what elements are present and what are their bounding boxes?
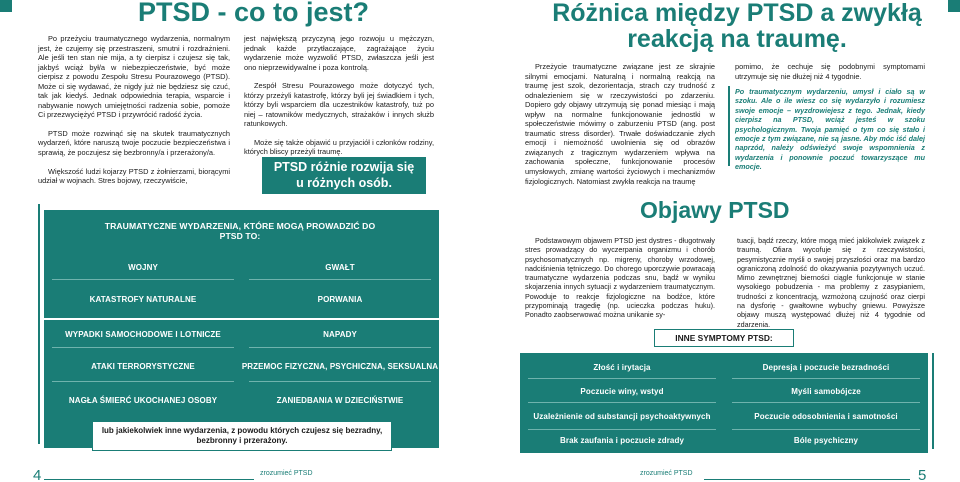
left-col2 <box>244 34 434 157</box>
event-label: ZANIEDBANIA W DZIECIŃSTWIE <box>276 396 404 406</box>
event-item-wojny <box>44 256 242 280</box>
left-corner-mark <box>0 0 12 12</box>
event-label: WOJNY <box>128 263 158 273</box>
event-label: NAPADY <box>323 330 357 340</box>
events-header-label: TRAUMATYCZNE WYDARZENIA, KTÓRE MOGĄ PROWADZIĆ DO PTSD TO: <box>104 220 376 241</box>
symptom-uzaleznienie <box>520 404 724 430</box>
event-label: PRZEMOC FIZYCZNA, PSYCHICZNA, SEKSUALNA <box>241 362 439 372</box>
objawy-col2: tuacji, bądź rzeczy, które mogą mieć jakikolwiek związek z traumą. Ofiara wycofuje się z rzeczywistości, pesymistycznie myśli o swojej przyszłości oraz ma bardzo ograniczoną zdolność do okazywania pozytywnych uczuć. Mimo zewnętrznej bierności ciągle funkcjonuje w stanie wysokiego pobudzenia - ma problemy z zasypianiem, trudności z koncentracją, wzmożoną czujność oraz cierpi na dysforię - gwałtowne wybuchy gniewu. Powyższe objawy muszą występować dłużej niż 4 tygodnie od zdarzenia. <box>737 236 925 329</box>
event-label: KATASTROFY NATURALNE <box>89 295 197 305</box>
left-footer-line <box>44 479 254 480</box>
right-page-number: 5 <box>918 467 927 482</box>
symptom-odosobnienie <box>724 404 928 430</box>
right-corner-mark <box>948 0 960 12</box>
left-col2-para-1: jest największą przyczyną jego rozwoju u mężczyzn, jednak każde przytłaczające, zagrażające życiu wydarzenie może wyzwolić PTSD, zwłaszcza jeśli jest ono nieprzewidywalne i poza kontrolą. <box>244 34 434 72</box>
symptoms-header-label: INNE SYMPTOMY PTSD: <box>675 332 773 343</box>
event-item-gwalt <box>241 256 439 280</box>
event-label: GWAŁT <box>325 263 355 273</box>
event-item-napady <box>241 322 439 348</box>
symptom-bole <box>724 431 928 451</box>
symptom-label: Poczucie odosobnienia i samotności <box>754 412 898 422</box>
symptom-label: Bóle psychiczny <box>793 436 859 446</box>
left-col1-para-3: Większość ludzi kojarzy PTSD z żołnierzami, biorącymi udział w wojnach. Stres bojowy, rzeczywiście, <box>38 166 230 186</box>
left-page-number: 4 <box>33 467 42 482</box>
symptom-depresja <box>724 357 928 379</box>
symptom-zlosc <box>520 357 724 379</box>
right-decor-bar <box>932 353 934 449</box>
event-item-katastrofy <box>44 288 242 312</box>
symptom-label: Poczucie winy, wstyd <box>580 387 664 397</box>
symptoms-header <box>654 329 794 347</box>
right-col2-text: pomimo, że cechuje się podobnymi symptomami utrzymuje się nie dłużej niż 4 tygodnie. <box>735 62 925 81</box>
callout-box <box>262 157 426 194</box>
right-footer-label: zrozumieć PTSD <box>640 470 693 477</box>
symptom-poczucie-winy <box>520 381 724 403</box>
objawy-col1: Podstawowym objawem PTSD jest dystres - długotrwały stres prowadzący do wyczerpania organizmu i chorób psychosomatycznych np. migreny, choroby wrzodowej, nadciśnienia tętniczego. Do chorego uporczywie powracają traumatyczne wydarzenia podczas snu, bądź w wyniku skojarzenia innych sytuacji z wydarzeniem traumatycznym. Powoduje to reakcje fizjologiczne na bodźce, które przypominają tragedię (np. ucieczka podczas huku). Ponadto zaobserwować można unikanie sy- <box>525 236 715 320</box>
symptom-label: Depresja i poczucie bezradności <box>762 363 890 373</box>
right-footer-line <box>704 479 910 480</box>
event-item-zaniedbania <box>241 388 439 414</box>
left-col2-para-2: Zespół Stresu Pourazowego może dotyczyć tych, którzy przeżyli katastrofę, którzy byli jej świadkiem i tych, którzy byli wsparciem dla uczestników katastrofy, tuż po niej – ratowników medycznych, strażaków i innych służb ratunkowych. <box>244 81 434 129</box>
symptom-label: Złość i irytacja <box>593 363 651 373</box>
left-col1-para-1: Po przeżyciu traumatycznego wydarzenia, normalnym jest, że czujemy się przestraszeni, smutni i rozdrażnieni. Ale jeśli ten stan nie mija, a ty cierpisz i czujesz się tak, jakbyś wciąż był/a w niebezpieczeństwie, być może cierpisz z powodu Zespołu Stresu Pourazowego (PTSD). Może ci się wydawać, że nigdy już nie będziesz się czuć, tak jak kiedyś. Jednak odpowiednia terapia, wsparcie i nabywanie nowych umiejętności radzenia sobie, pomoże Ci przezwyciężyć PTSD i przywrócić radość życia. <box>38 34 230 120</box>
event-item-wypadki <box>44 322 242 348</box>
events-header <box>100 216 380 246</box>
left-footer-label: zrozumieć PTSD <box>260 470 313 477</box>
right-col2 <box>735 62 925 87</box>
events-footer-box <box>92 421 392 451</box>
left-decor-bar <box>38 204 40 444</box>
events-divider-1 <box>44 318 439 320</box>
right-col2-italic: Po traumatycznym wydarzeniu, umysł i ciało są w szoku. Ale o ile wiesz co się wydarzyło i rozumiesz swoje emocje – wyzdrowiejesz z tego. Jednak, kiedy cierpisz na PTSD, wciąż jesteś w szoku psychologicznym. Twoja pamięć o tym co się stało i emocje z tym związane, nie są jasne. Aby móc iść dalej naprzód, należy odświeżyć swoje wspomnienia z wydarzenia i ponownie poczuć towarzyszące mu emocje. <box>735 87 925 172</box>
left-col1-para-2: PTSD może rozwinąć się na skutek traumatycznych wydarzeń, które naruszą twoje poczucie bezpieczeństwa i sprawią, że poczujesz się bezbronny/a i przerażony/a. <box>38 128 230 158</box>
event-item-smierc <box>44 388 242 414</box>
symptom-brak-zaufania <box>520 431 724 451</box>
left-col2-para-3: Może się także objawić u przyjaciół i członków rodziny, których bliscy przeżyli traumę. <box>244 137 434 157</box>
event-item-porwania <box>241 288 439 312</box>
symptom-mysli <box>724 381 928 403</box>
event-label: WYPADKI SAMOCHODOWE I LOTNICZE <box>65 330 221 340</box>
objawy-title: Objawy PTSD <box>640 197 790 223</box>
right-col1: Przeżycie traumatyczne związane jest ze skrajnie silnymi emocjami. Naturalną i normalną reakcją na traumę jest szok, dezorientacja, strach czy trudność z odnalezieniem się w rzeczywistości po zdarzeniu. Dopiero gdy objawy utrzymują się ponad miesiąc i mają wpływ na normalne funkcjonowanie jednostki w społeczeństwie mówimy o zaburzeniu PTSD (ang. post traumatic stress disorder). Trwałe doświadczanie złych emocji i niemożność uwolnienia się od obrazów związanych z tragicznym wydarzeniem wpływa na zachowania społeczne, funkcjonowanie procesów umysłowych, zmianę wartości życiowych i mechanizmów fizjologicznych. Natomiast zwykła reakcja na traumę <box>525 62 715 186</box>
event-label: PORWANIA <box>317 295 363 305</box>
event-label: ATAKI TERRORYSTYCZNE <box>91 362 195 372</box>
symptom-label: Myśli samobójcze <box>791 387 861 397</box>
event-item-przemoc <box>241 352 439 382</box>
events-footer-text: lub jakiekolwiek inne wydarzenia, z powodu których czujesz się bezradny, bezbronny i przerażony. <box>101 426 383 445</box>
right-italic-bar <box>728 86 730 166</box>
left-page-title: PTSD - co to jest? <box>138 0 370 27</box>
symptom-label: Brak zaufania i poczucie zdrady <box>559 436 685 446</box>
event-label: NAGŁA ŚMIERĆ UKOCHANEJ OSOBY <box>68 396 218 406</box>
callout-text: PTSD różnie rozwija się u różnych osób. <box>273 159 415 190</box>
symptom-label: Uzależnienie od substancji psychoaktywnych <box>533 412 711 422</box>
right-page-title: Różnica między PTSD a zwykłą reakcją na traumę. <box>552 0 922 54</box>
event-item-ataki <box>44 352 242 382</box>
left-col1 <box>38 34 230 186</box>
